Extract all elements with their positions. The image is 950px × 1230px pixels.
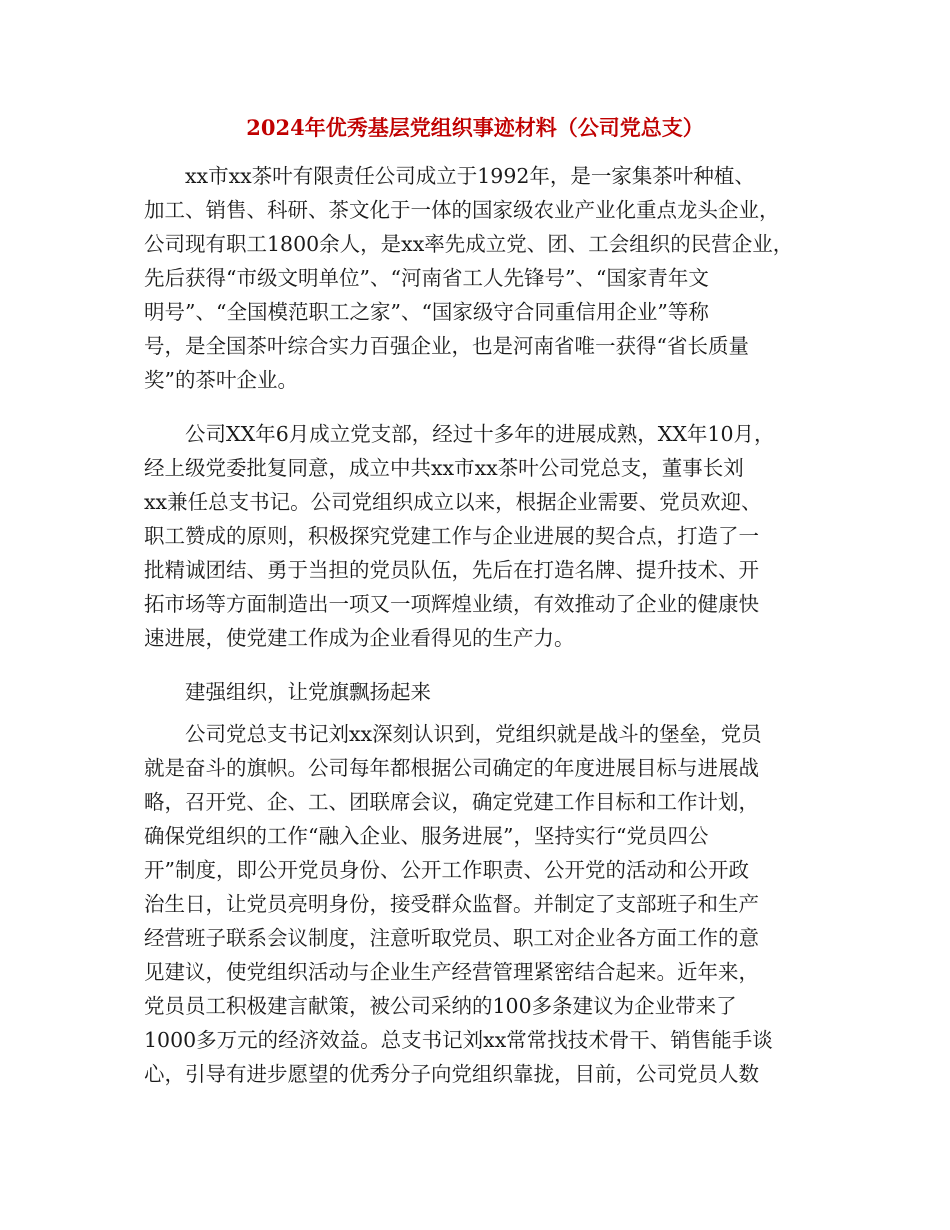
paragraph-line: 公司XX年6月成立党支部，经过十多年的进展成熟，XX年10月， xyxy=(185,422,775,446)
paragraph-line: 职工赞成的原则，积极探究党建工作与企业进展的契合点，打造了一 xyxy=(144,524,759,548)
paragraph-line: 经上级党委批复同意，成立中共xx市xx茶叶公司党总支，董事长刘 xyxy=(144,456,744,480)
paragraph-line: 明号”、“全国模范职工之家”、“国家级守合同重信用企业”等称 xyxy=(144,300,709,324)
paragraph-line: 党员员工积极建言献策，被公司采纳的100多条建议为企业带来了 xyxy=(144,994,737,1018)
paragraph-line: 略，召开党、企、工、团联席会议，确定党建工作目标和工作计划， xyxy=(144,790,759,814)
paragraph-line: 拓市场等方面制造出一项又一项辉煌业绩，有效推动了企业的健康快 xyxy=(144,592,759,616)
paragraph-line: 经营班子联系会议制度，注意听取党员、职工对企业各方面工作的意 xyxy=(144,926,759,950)
paragraph-line: 开”制度，即公开党员身份、公开工作职责、公开党的活动和公开政 xyxy=(144,858,749,882)
paragraph-line: 确保党组织的工作“融入企业、服务进展”，坚持实行“党员四公 xyxy=(144,824,709,848)
paragraph-line: 先后获得“市级文明单位”、“河南省工人先锋号”、“国家青年文 xyxy=(144,266,709,290)
paragraph-line: xx市xx茶叶有限责任公司成立于1992年，是一家集茶叶种植、 xyxy=(185,164,755,188)
paragraph-line: 心，引导有进步愿望的优秀分子向党组织靠拢，目前，公司党员人数 xyxy=(144,1062,759,1086)
document-title: 2024年优秀基层党组织事迹材料（公司党总支） xyxy=(246,115,704,140)
paragraph-line: 1000多万元的经济效益。总支书记刘xx常常找技术骨干、销售能手谈 xyxy=(144,1028,773,1052)
paragraph-line: 速进展，使党建工作成为企业看得见的生产力。 xyxy=(144,626,575,650)
paragraph-line: 治生日，让党员亮明身份，接受群众监督。并制定了支部班子和生产 xyxy=(144,892,759,916)
paragraph-line: 就是奋斗的旗帜。公司每年都根据公司确定的年度进展目标与进展战 xyxy=(144,756,759,780)
section-heading: 建强组织，让党旗飘扬起来 xyxy=(185,680,431,704)
paragraph-line: 奖”的茶叶企业。 xyxy=(144,368,298,392)
paragraph-line: 公司现有职工1800余人，是xx率先成立党、团、工会组织的民营企业， xyxy=(144,232,794,256)
paragraph-line: 批精诚团结、勇于当担的党员队伍，先后在打造名牌、提升技术、开 xyxy=(144,558,759,582)
paragraph-line: xx兼任总支书记。公司党组织成立以来，根据企业需要、党员欢迎、 xyxy=(144,490,762,514)
paragraph-line: 见建议，使党组织活动与企业生产经营管理紧密结合起来。近年来， xyxy=(144,960,759,984)
paragraph-line: 公司党总支书记刘xx深刻认识到，党组织就是战斗的堡垒，党员 xyxy=(185,722,762,746)
paragraph-line: 加工、销售、科研、茶文化于一体的国家级农业产业化重点龙头企业， xyxy=(144,198,780,222)
paragraph-line: 号，是全国茶叶综合实力百强企业，也是河南省唯一获得“省长质量 xyxy=(144,334,749,358)
